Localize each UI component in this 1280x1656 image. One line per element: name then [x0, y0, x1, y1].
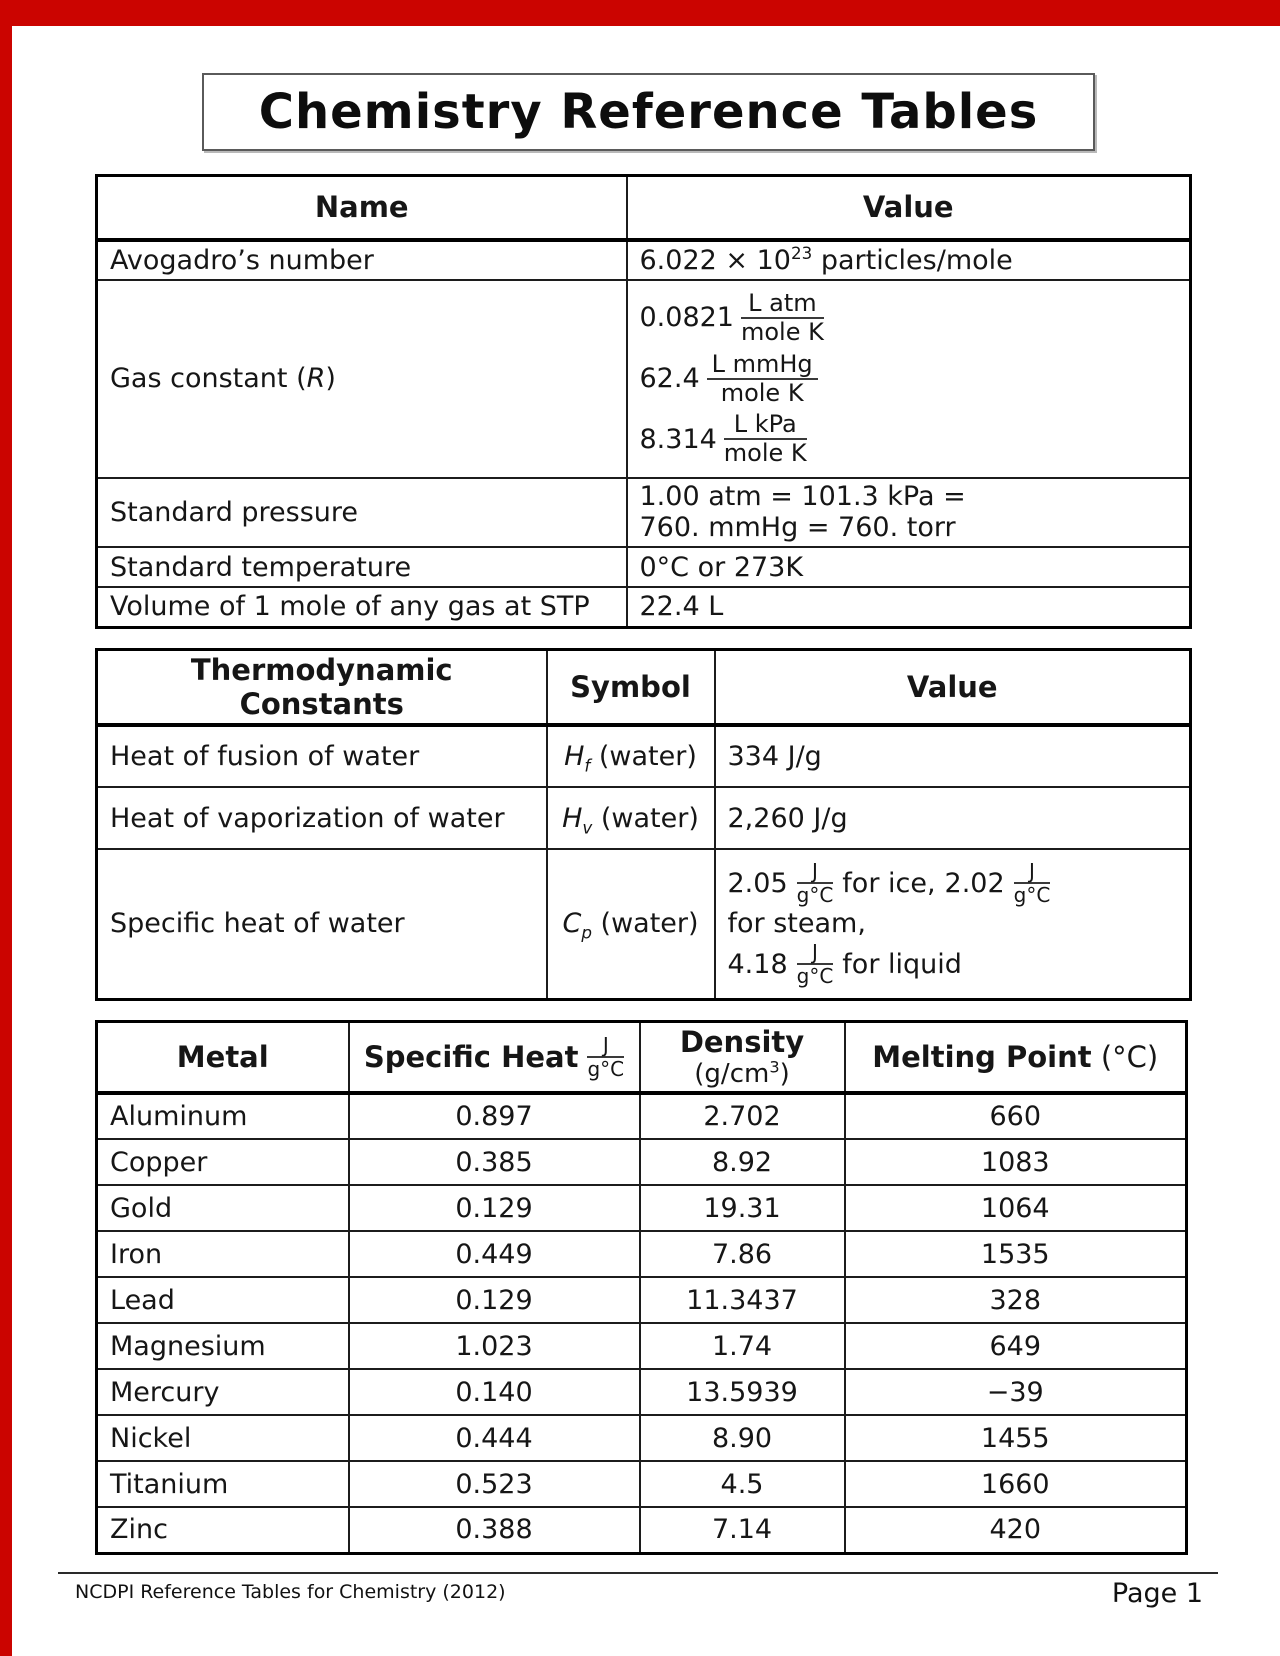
metal-specific-heat: 0.897 [349, 1093, 640, 1139]
fraction-numerator: J [797, 860, 834, 884]
table-row [97, 1415, 1187, 1461]
constants-header-name: Name [97, 176, 627, 240]
metals-header-specific-heat [349, 1022, 640, 1094]
vaporization-value: 2,260 J/g [715, 787, 1191, 849]
thermo-header-value: Value [715, 650, 1191, 726]
pressure-value [627, 478, 1191, 548]
table-row [97, 1507, 1187, 1553]
metal-name: Titanium [97, 1461, 349, 1507]
metal-name: Aluminum [97, 1093, 349, 1139]
metal-specific-heat: 1.023 [349, 1323, 640, 1369]
gas-constant-values [627, 280, 1191, 478]
metal-density: 4.5 [640, 1461, 845, 1507]
metal-melting-point: 1660 [845, 1461, 1187, 1507]
metal-melting-point: −39 [845, 1369, 1187, 1415]
melting-point-label: Melting Point [872, 1040, 1092, 1074]
table-row [97, 240, 1191, 280]
metal-specific-heat: 0.385 [349, 1139, 640, 1185]
constants-table [95, 174, 1192, 629]
ice-label: for ice, [842, 867, 936, 899]
symbol-subscript: f [584, 755, 591, 776]
gas-value-atm [640, 290, 1178, 346]
thermo-header-row [97, 650, 1191, 726]
metal-name: Iron [97, 1231, 349, 1277]
fraction-denominator: mole K [740, 317, 824, 346]
pressure-line1: 1.00 atm = 101.3 kPa = [639, 480, 966, 512]
vaporization-symbol [547, 787, 715, 849]
gas-constant-label-close: ) [325, 363, 336, 394]
temperature-name: Standard temperature [97, 547, 627, 587]
symbol-letter: H [562, 802, 583, 834]
footer-source-text: NCDPI Reference Tables for Chemistry (2012) [75, 1581, 506, 1603]
metal-density: 8.92 [640, 1139, 845, 1185]
symbol-letter: C [562, 908, 582, 940]
table-row [97, 1323, 1187, 1369]
table-row [97, 1185, 1187, 1231]
table-row [97, 1461, 1187, 1507]
symbol-subscript: p [581, 922, 592, 943]
gas-constant-name [97, 280, 627, 478]
metal-specific-heat: 0.129 [349, 1277, 640, 1323]
table-row [97, 587, 1191, 627]
constants-header-value: Value [627, 176, 1191, 240]
metal-density: 19.31 [640, 1185, 845, 1231]
metal-name: Gold [97, 1185, 349, 1231]
gas-coef-atm: 0.0821 [639, 302, 734, 334]
red-top-edge-bar [0, 0, 1280, 26]
density-unit-suffix: ) [779, 1059, 790, 1089]
metals-header-row [97, 1022, 1187, 1094]
symbol-qualifier: (water) [592, 802, 699, 834]
metal-density: 7.86 [640, 1231, 845, 1277]
temperature-value: 0°C or 273K [627, 547, 1191, 587]
footer-divider [58, 1572, 1218, 1574]
metal-name: Nickel [97, 1415, 349, 1461]
symbol-letter: H [564, 741, 585, 772]
avogadro-name: Avogadro’s number [97, 240, 627, 280]
metal-melting-point: 1455 [845, 1415, 1187, 1461]
avogadro-exponent: 23 [790, 242, 813, 263]
thermo-header-symbol: Symbol [547, 650, 715, 726]
gas-value-mmhg [640, 351, 1178, 407]
specific-heat-value [715, 849, 1191, 999]
table-row [97, 478, 1191, 548]
constants-header-row [97, 176, 1191, 240]
fraction-numerator: J [1014, 860, 1051, 884]
metal-specific-heat: 0.444 [349, 1415, 640, 1461]
fraction-denominator: g°C [796, 883, 834, 908]
page-number: Page 1 [1111, 1578, 1203, 1609]
fraction-denominator: g°C [796, 964, 834, 989]
metal-name: Magnesium [97, 1323, 349, 1369]
metal-name: Mercury [97, 1369, 349, 1415]
table-row [97, 547, 1191, 587]
metal-melting-point: 1064 [845, 1185, 1187, 1231]
avogadro-unit: particles/mole [812, 244, 1013, 276]
fraction-numerator: J [797, 941, 834, 965]
table-row [97, 849, 1191, 999]
symbol-subscript: v [582, 816, 593, 837]
metal-density: 2.702 [640, 1093, 845, 1139]
fraction [1014, 860, 1051, 906]
gas-constant-label: Gas constant ( [110, 363, 307, 394]
fraction-denominator: g°C [587, 1057, 625, 1081]
thermo-header-name: Thermodynamic Constants [97, 650, 547, 726]
molar-volume-value: 22.4 L [627, 587, 1191, 627]
gas-coef-kpa: 8.314 [639, 423, 717, 455]
fraction [797, 941, 834, 987]
fraction [741, 290, 824, 346]
specific-heat-symbol [547, 849, 715, 999]
table-row [97, 725, 1191, 787]
metal-density: 7.14 [640, 1507, 845, 1553]
metal-density: 1.74 [640, 1323, 845, 1369]
red-left-edge-bar [0, 0, 12, 1656]
fraction [797, 860, 834, 906]
table-row [97, 1231, 1187, 1277]
metals-table [95, 1020, 1188, 1555]
fraction-denominator: mole K [720, 378, 804, 407]
metal-density: 8.90 [640, 1415, 845, 1461]
table-row [97, 1369, 1187, 1415]
liquid-label: for liquid [842, 948, 962, 980]
metal-melting-point: 420 [845, 1507, 1187, 1553]
metals-header-melting-point [845, 1022, 1187, 1094]
metal-name: Zinc [97, 1507, 349, 1553]
fusion-name: Heat of fusion of water [97, 725, 547, 787]
density-unit-prefix: (g/cm [694, 1059, 770, 1089]
density-unit [647, 1059, 838, 1089]
density-unit-exponent: 3 [769, 1057, 780, 1077]
page-title [202, 73, 1095, 151]
metal-melting-point: 1083 [845, 1139, 1187, 1185]
vaporization-name: Heat of vaporization of water [97, 787, 547, 849]
metal-melting-point: 660 [845, 1093, 1187, 1139]
fraction-denominator: g°C [1013, 883, 1051, 908]
metal-specific-heat: 0.449 [349, 1231, 640, 1277]
pressure-name: Standard pressure [97, 478, 627, 548]
table-row [97, 1093, 1187, 1139]
avogadro-value [627, 240, 1191, 280]
steam-label: for steam, [727, 908, 866, 940]
metals-header-density [640, 1022, 845, 1094]
melting-point-unit: (°C) [1091, 1040, 1159, 1074]
page-title-text: Chemistry Reference Tables [258, 84, 1039, 140]
metal-specific-heat: 0.523 [349, 1461, 640, 1507]
fraction-numerator: L kPa [724, 411, 807, 440]
fusion-symbol [547, 725, 715, 787]
table-row [97, 787, 1191, 849]
symbol-qualifier: (water) [590, 741, 697, 772]
table-row [97, 280, 1191, 478]
gas-value-kpa [640, 411, 1178, 467]
table-row [97, 1277, 1187, 1323]
symbol-qualifier: (water) [591, 908, 699, 940]
specific-heat-name: Specific heat of water [97, 849, 547, 999]
metal-melting-point: 1535 [845, 1231, 1187, 1277]
metal-density: 11.3437 [640, 1277, 845, 1323]
specific-heat-line2 [728, 908, 1178, 939]
fraction [587, 1034, 624, 1080]
metal-specific-heat: 0.140 [349, 1369, 640, 1415]
metal-name: Lead [97, 1277, 349, 1323]
density-label: Density [679, 1025, 805, 1059]
metal-specific-heat: 0.129 [349, 1185, 640, 1231]
fraction-numerator: J [587, 1034, 624, 1058]
fusion-value: 334 J/g [715, 725, 1191, 787]
fraction [724, 411, 807, 467]
ice-coef: 2.05 [727, 867, 788, 899]
fraction [707, 351, 818, 407]
metals-header-metal: Metal [97, 1022, 349, 1094]
specific-heat-line1 [728, 860, 1178, 906]
thermodynamic-constants-table [95, 648, 1192, 1001]
liquid-coef: 4.18 [727, 948, 788, 980]
metal-melting-point: 328 [845, 1277, 1187, 1323]
metal-name: Copper [97, 1139, 349, 1185]
gas-coef-mmhg: 62.4 [639, 363, 700, 394]
fraction-denominator: mole K [723, 439, 807, 468]
avogadro-mantissa: 6.022 × 10 [639, 244, 791, 276]
pressure-line2: 760. mmHg = 760. torr [639, 512, 956, 544]
steam-coef: 2.02 [944, 867, 1005, 899]
fraction-numerator: L mmHg [707, 351, 818, 380]
metal-density: 13.5939 [640, 1369, 845, 1415]
table-row [97, 1139, 1187, 1185]
gas-constant-symbol: R [306, 363, 326, 394]
molar-volume-name: Volume of 1 mole of any gas at STP [97, 587, 627, 627]
specific-heat-line3 [728, 941, 1178, 987]
metal-specific-heat: 0.388 [349, 1507, 640, 1553]
fraction-numerator: L atm [741, 290, 824, 319]
metal-melting-point: 649 [845, 1323, 1187, 1369]
specific-heat-label: Specific Heat [363, 1040, 579, 1074]
